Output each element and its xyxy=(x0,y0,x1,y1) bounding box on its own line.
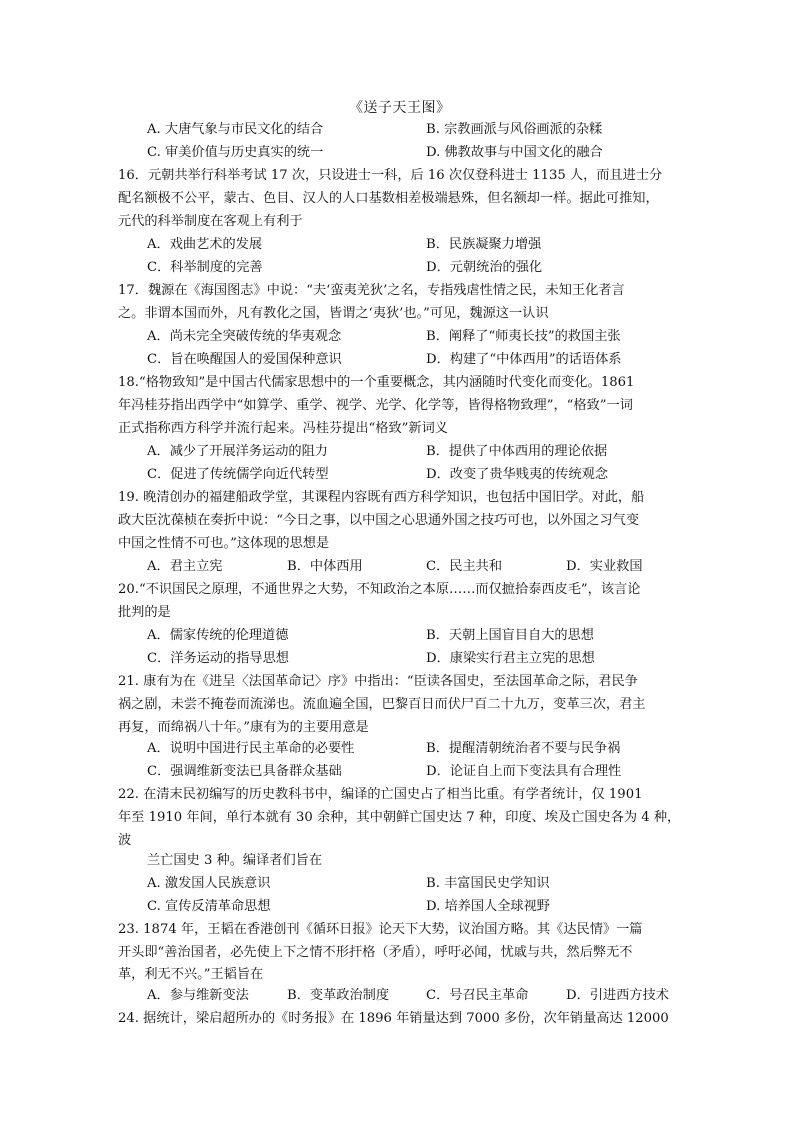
q20-stem-line: 20.“不识国民之原理，不通世界之大势，不知政治之本原……而仅摭拾泰西皮毛”，该言论 xyxy=(118,582,641,597)
q18-stem-line: 18.“格物致知”是中国古代儒家思想中的一个重要概念，其内涵随时代变化而变化。1861 xyxy=(118,375,635,390)
q19-stem-line: 19. 晚清创办的福建船政学堂，其课程内容既有西方科学知识，也包括中国旧学。对此，船 xyxy=(118,490,645,505)
q18-option-a: A．减少了开展洋务运动的阻力 xyxy=(147,444,328,459)
q23-option-c: C．号召民主革命 xyxy=(426,988,529,1003)
q16-option-d: D．元朝统治的强化 xyxy=(426,260,543,275)
q18-option-b: B．提供了中体西用的理论依据 xyxy=(426,444,608,459)
q22-stem-line: 22. 在清末民初编写的历史教科书中，编译的亡国史占了相当比重。有学者统计，仅 1901 xyxy=(118,787,643,802)
q17-stem-line: 之。非谓本国而外，凡有教化之国，皆谓之‘夷狄’也。”可见，魏源这一认识 xyxy=(118,306,549,321)
q20-option-c: C．洋务运动的指导思想 xyxy=(147,651,289,666)
q23-stem-line: 23. 1874 年，王韬在香港创刊《循环日报》论天下大势，议治国方略。其《达民情》一篇 xyxy=(118,922,643,937)
q18-option-d: D．改变了贵华贱夷的传统观念 xyxy=(426,467,609,482)
q19-stem-line: 政大臣沈葆桢在奏折中说：“今日之事，以中国之心思通外国之技巧可也，以外国之习气变 xyxy=(118,513,640,528)
q23-stem-line: 革，利无不兴。”王韬旨在 xyxy=(118,967,264,982)
q15-option-c: C. 审美价值与历史真实的统一 xyxy=(147,145,324,160)
q16-option-b: B．民族凝聚力增强 xyxy=(426,237,542,252)
q19-option-a: A．君主立宪 xyxy=(147,559,223,574)
q17-option-a: A．尚未完全突破传统的华夷观念 xyxy=(147,329,342,344)
q16-stem-line: 配名额极不公平，蒙古、色目、汉人的人口基数相差极端悬殊，但名额却一样。据此可推知， xyxy=(118,191,659,206)
q17-option-d: D．构建了“中体西用”的话语体系 xyxy=(426,352,622,367)
q15-option-b: B. 宗教画派与风俗画派的杂糅 xyxy=(426,122,603,137)
q22-stem-line: 波 xyxy=(118,833,132,848)
q22-stem-line: 兰亡国史 3 种。编译者们旨在 xyxy=(147,853,323,868)
q15-option-d: D. 佛教故事与中国文化的融合 xyxy=(426,145,603,160)
q20-option-a: A．儒家传统的伦理道德 xyxy=(147,628,289,643)
q22-option-d: D. 培养国人全球视野 xyxy=(426,899,550,914)
q19-stem-line: 中国之性情不可也。”这体现的思想是 xyxy=(118,536,330,551)
q23-option-d: D．引进西方技术 xyxy=(566,988,669,1003)
q20-option-b: B．天朝上国盲目自大的思想 xyxy=(426,628,594,643)
q19-option-b: B．中体西用 xyxy=(287,559,363,574)
q21-stem-line: 21. 康有为在《进呈〈法国革命记〉序》中指出：“臣读各国史，至法国革命之际，君民争 xyxy=(118,674,638,689)
q21-stem-line: 祸之剧，未尝不掩卷而流涕也。流血遍全国，巴黎百日而伏尸百二十九万，变革三次，君主 xyxy=(118,697,646,712)
q21-stem-line: 再复，而绵祸八十年。”康有为的主要用意是 xyxy=(118,720,369,735)
q21-option-a: A．说明中国进行民主革命的必要性 xyxy=(147,741,355,756)
q19-option-c: C．民主共和 xyxy=(426,559,503,574)
q18-stem-line: 正式指称西方科学并流行起来。冯桂芬提出“格致”新词义 xyxy=(118,421,448,436)
q17-option-c: C．旨在唤醒国人的爱国保种意识 xyxy=(147,352,342,367)
q22-option-b: B. 丰富国民史学知识 xyxy=(426,876,550,891)
q22-stem-line: 年至 1910 年间，单行本就有 30 余种，其中朝鲜亡国史达 7 种，印度、埃及亡国史各为 4 种， xyxy=(118,810,681,825)
q21-option-c: C．强调维新变法已具备群众基础 xyxy=(147,764,342,779)
q18-option-c: C．促进了传统儒学向近代转型 xyxy=(147,467,329,482)
q22-option-c: C. 宣传反清革命思想 xyxy=(147,899,271,914)
q23-option-a: A．参与维新变法 xyxy=(147,988,249,1003)
q16-option-a: A．戏曲艺术的发展 xyxy=(147,237,263,252)
q20-option-d: D．康梁实行君主立宪的思想 xyxy=(426,651,595,666)
q23-stem-line: 开头即“善治国者，必先使上下之情不形扞格（矛盾），呼吁必闻，忧戚与共，然后弊无不 xyxy=(118,945,633,960)
q17-stem-line: 17．魏源在《海国图志》中说：“夫‘蛮夷羌狄’之名，专指残虐性情之民，未知王化者言 xyxy=(118,283,625,298)
q16-stem-line: 元代的科举制度在客观上有利于 xyxy=(118,214,303,229)
q19-option-d: D．实业救国 xyxy=(566,559,643,574)
q15-option-a: A. 大唐气象与市民文化的结合 xyxy=(147,122,324,137)
q16-option-c: C．科举制度的完善 xyxy=(147,260,263,275)
artwork-title: 《送子天王图》 xyxy=(349,100,451,116)
q21-option-b: B．提醒清朝统治者不要与民争祸 xyxy=(426,741,621,756)
q22-option-a: A. 激发国人民族意识 xyxy=(147,876,271,891)
q18-stem-line: 年冯桂芬指出西学中“如算学、重学、视学、光学、化学等，皆得格物致理”，“格致”一词 xyxy=(118,398,633,413)
q24-stem-line: 24. 据统计，梁启超所办的《时务报》在 1896 年销量达到 7000 多份，次年销量高达 12000 xyxy=(118,1011,669,1026)
q21-option-d: D．论证自上而下变法具有合理性 xyxy=(426,764,622,779)
q16-stem-line: 16．元朝共举行科举考试 17 次，只设进士一科，后 16 次仅登科进士 1135 人，而且进士分 xyxy=(118,168,663,183)
q17-option-b: B．阐释了“师夷长技”的救国主张 xyxy=(426,329,621,344)
q20-stem-line: 批判的是 xyxy=(118,605,171,620)
q23-option-b: B．变革政治制度 xyxy=(287,988,390,1003)
